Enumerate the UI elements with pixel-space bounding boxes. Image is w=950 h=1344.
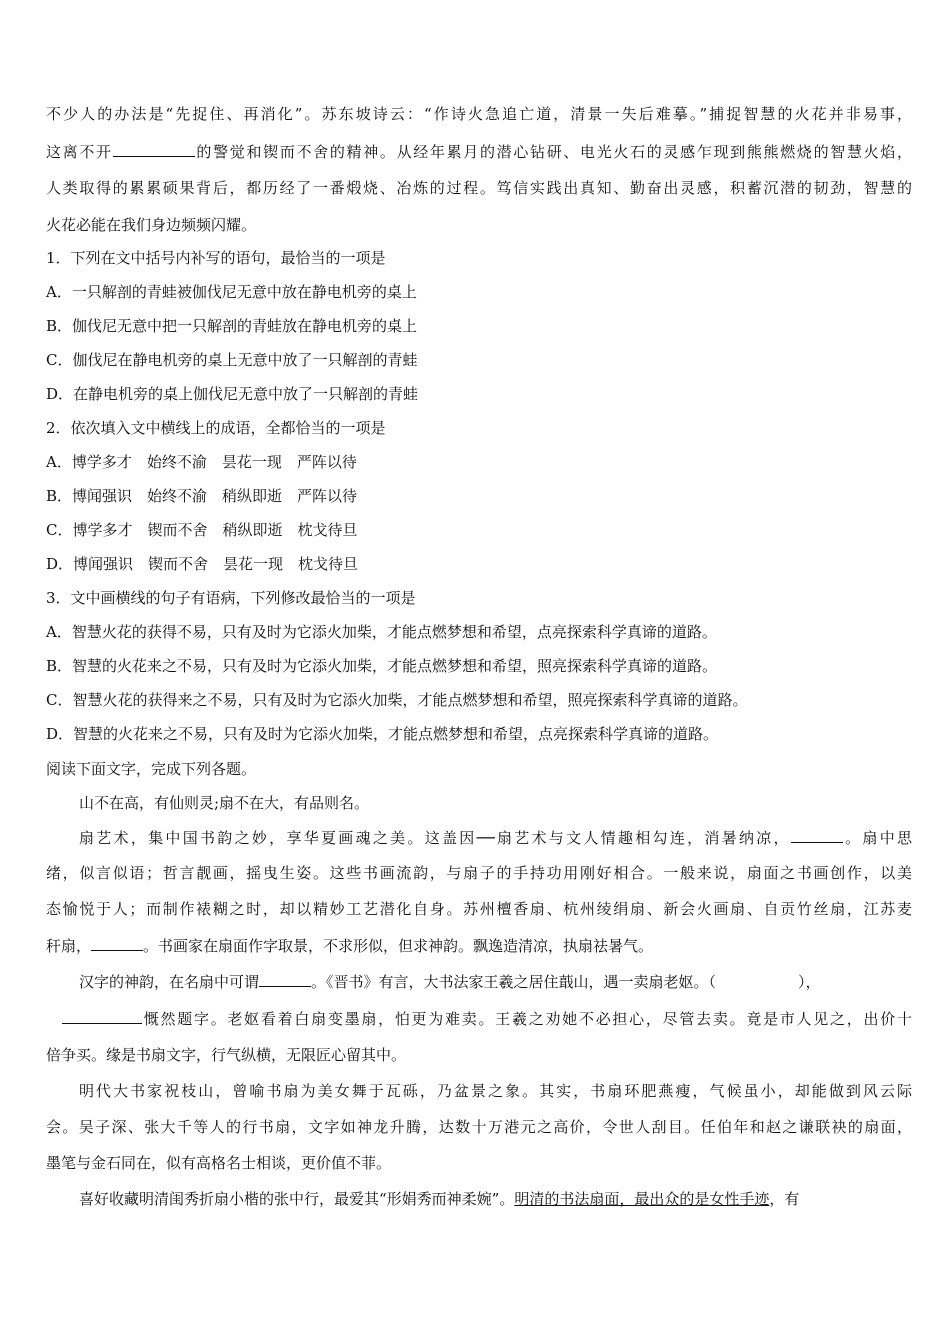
passage1-line2-end: 的警觉和锲而不舍的精神。从经年累月的潜心钻研、电光火石的灵感乍现到熊熊燃烧的智慧火焰， xyxy=(194,143,912,161)
fan-passage-p4-line2: 会。吴子深、张大千等人的行书扇，文字如神龙升腾，达数十万港元之高价，令世人刮目。任伯年和赵之谦联袂的扇面， xyxy=(46,1118,912,1136)
fan-passage-p2-line1 xyxy=(79,827,912,848)
question2-option-b: B．博闻强识 始终不渝 稍纵即逝 严阵以待 xyxy=(46,487,358,505)
question3-option-b: B．智慧的火花来之不易，只有及时为它添火加柴，才能点燃梦想和希望，照亮探索科学真谛的道路。 xyxy=(46,657,718,675)
question2-option-c: C．博学多才 锲而不舍 稍纵即逝 枕戈待旦 xyxy=(46,521,358,539)
question1-option-d: D．在静电机旁的桌上伽伐尼无意中放了一只解剖的青蛙 xyxy=(46,385,419,403)
question1-stem: 1．下列在文中括号内补写的语句，最恰当的一项是 xyxy=(46,249,386,267)
underlined-sentence: 明清的书法扇面，最出众的是女性手迹 xyxy=(514,1190,770,1208)
fan-passage-p3-line3: 倍争买。缘是书扇文字，行气纵横，无限匠心留其中。 xyxy=(46,1046,407,1064)
fan-passage-p2-line1-end: 。扇中思 xyxy=(842,829,912,847)
reading-intro: 阅读下面文字，完成下列各题。 xyxy=(46,760,257,778)
question1-option-c: C．伽伐尼在静电机旁的桌上无意中放了一只解剖的青蛙 xyxy=(46,351,418,369)
fill-blank-5 xyxy=(62,1008,142,1024)
fan-passage-p2-line2: 绪，似言似语；哲言靓画，摇曳生姿。这些书画流韵，与扇子的手持功用刚好相合。一般来说，扇面之书画创作，以美 xyxy=(46,864,912,882)
passage1-line1: 不少人的办法是“先捉住、再消化”。苏东坡诗云：“作诗火急追亡道，清景一失后难摹。”捕捉智慧的火花并非易事， xyxy=(46,105,912,123)
question1-option-b: B．伽伐尼无意中把一只解剖的青蛙放在静电机旁的桌上 xyxy=(46,317,418,335)
question3-option-a: A．智慧火花的获得不易，只有及时为它添火加柴，才能点燃梦想和希望，点亮探索科学真谛的道路。 xyxy=(46,623,717,641)
passage1-line2-start: 这离不开 xyxy=(46,143,113,161)
question2-stem: 2．依次填入文中横线上的成语，全都恰当的一项是 xyxy=(46,419,386,437)
fill-blank-3 xyxy=(91,935,143,951)
question2-option-d: D．博闻强识 锲而不舍 昙花一现 枕戈待旦 xyxy=(46,555,359,573)
fan-passage-p1: 山不在高，有仙则灵;扇不在大，有品则名。 xyxy=(79,794,370,812)
fan-passage-p4-line3: 墨笔与金石同在，似有高格名士相谈，更价值不菲。 xyxy=(46,1154,392,1172)
fan-passage-p5-start: 喜好收藏明清闺秀折扇小楷的张中行，最爱其“形娟秀而神柔婉”。 xyxy=(79,1190,515,1208)
passage1-line4: 火花必能在我们身边频频闪耀。 xyxy=(46,216,257,234)
question3-stem: 3．文中画横线的句子有语病，下列修改最恰当的一项是 xyxy=(46,589,416,607)
fan-passage-p2-line3: 态愉悦于人；而制作裱糊之时，却以精妙工艺潜化自身。苏州檀香扇、杭州绫绢扇、新会火画扇、自贡竹丝扇，江苏麦 xyxy=(46,900,912,918)
question1-option-a: A．一只解剖的青蛙被伽伐尼无意中放在静电机旁的桌上 xyxy=(46,283,417,301)
fill-blank-1 xyxy=(113,141,195,157)
question3-option-c: C．智慧火花的获得来之不易，只有及时为它添火加柴，才能点燃梦想和希望，照亮探索科学真谛的道路。 xyxy=(46,691,748,709)
fan-passage-p2-line4-end: 。书画家在扇面作字取景，不求形似，但求神韵。飘逸造清凉，执扇祛暑气。 xyxy=(143,937,654,955)
question2-option-a: A．博学多才 始终不渝 昙花一现 严阵以待 xyxy=(46,453,357,471)
fan-passage-p2-line4 xyxy=(46,935,912,956)
fan-passage-p3-line1-end: ）， xyxy=(798,973,821,991)
passage1-line2 xyxy=(46,141,912,162)
fill-blank-2 xyxy=(791,827,843,843)
fan-passage-p5-end: ，有 xyxy=(769,1190,800,1208)
fan-passage-p3-line1 xyxy=(79,971,912,992)
fill-blank-4 xyxy=(259,971,311,987)
fan-passage-p3-line2 xyxy=(62,1008,912,1029)
fan-passage-p2-line1-start: 扇艺术，集中国书韵之妙，享华夏画魂之美。这盖因──扇艺术与文人情趣相勾连，消暑纳凉， xyxy=(79,829,791,847)
question3-option-d: D．智慧的火花来之不易，只有及时为它添火加柴，才能点燃梦想和希望，点亮探索科学真谛的道路。 xyxy=(46,725,719,743)
fan-passage-p2-line4-start: 秆扇， xyxy=(46,937,92,955)
passage1-line3: 人类取得的累累硕果背后，都历经了一番煅烧、冶炼的过程。笃信实践出真知、勤奋出灵感，积蓄沉潜的韧劲，智慧的 xyxy=(46,179,912,197)
fan-passage-p3-line1-mid: 。《晋书》有言，大书法家王羲之居住蕺山，遇一卖扇老妪。（ xyxy=(311,973,717,991)
fan-passage-p3-line2-text: 慨然题字。老妪看着白扇变墨扇，怕更为难卖。王羲之劝她不必担心，尽管去卖。竟是市人见之，出价十 xyxy=(142,1010,912,1028)
fan-passage-p4-line1: 明代大书家祝枝山，曾喻书扇为美女舞于瓦砾，乃盆景之象。其实，书扇环肥燕瘦，气候虽小，却能做到风云际 xyxy=(79,1082,912,1100)
fan-passage-p5-line1 xyxy=(79,1189,912,1209)
fan-passage-p3-line1-start: 汉字的神韵，在名扇中可谓 xyxy=(79,973,260,991)
